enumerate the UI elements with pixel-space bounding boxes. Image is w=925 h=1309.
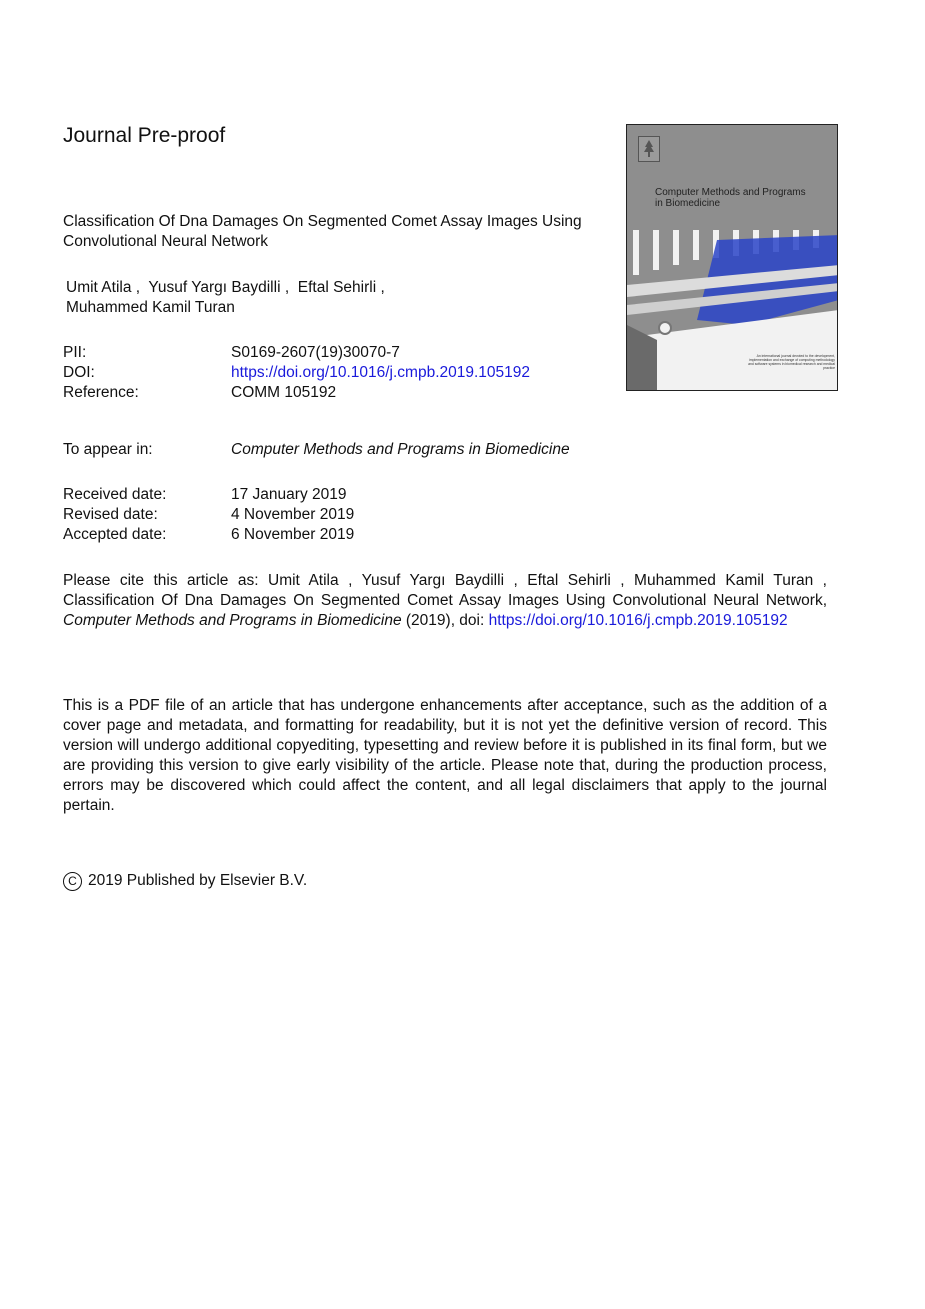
accepted-label: Accepted date: [63, 526, 167, 543]
appear-in-block [63, 440, 570, 460]
copyright-text: 2019 Published by Elsevier B.V. [88, 872, 308, 889]
journal-name: Computer Methods and Programs in Biomedicine [231, 441, 570, 458]
journal-cover-image [626, 124, 838, 391]
citation-journal: Computer Methods and Programs in Biomedicine [63, 612, 402, 629]
article-title: Classification Of Dna Damages On Segmented Comet Assay Images Using Convolutional Neural Network [63, 213, 582, 250]
pii-value: S0169-2607(19)30070-7 [231, 344, 400, 361]
cover-journal-title: Computer Methods and Programs in Biomedicine [655, 187, 806, 209]
reference-label: Reference: [63, 384, 139, 401]
citation-prefix: Please cite this article as: Umit Atila , Yusuf Yargı Baydilli , Eftal Sehirli , Muhammed Kamil Turan , Classification Of Dna Damages On Segmented Comet Assay Images Using Convolutional Neural Network, [63, 572, 827, 609]
reference-value: COMM 105192 [231, 384, 337, 401]
copyright-icon: C [63, 872, 82, 891]
revised-value: 4 November 2019 [231, 506, 355, 523]
dates-block [63, 485, 354, 545]
appear-in-label: To appear in: [63, 441, 153, 458]
pre-proof-notice: This is a PDF file of an article that has undergone enhancements after acceptance, such as the addition of a cover page and metadata, and formatting for readability, but it is not yet the definitive version of record. This version will undergo additional copyediting, typesetting and review before it is published in its final form, but we are providing this version to give early visibility of the article. Please note that, during the production process, errors may be discovered which could affect the content, and all legal disclaimers that apply to the journal pertain. [63, 697, 827, 814]
cover-artwork [627, 125, 838, 391]
authors-line-2: Muhammed Kamil Turan [66, 299, 235, 316]
authors-line-1: Umit Atila , Yusuf Yargı Baydilli , Eftal Sehirli , [66, 279, 385, 296]
received-value: 17 January 2019 [231, 486, 347, 503]
cover-blurb: An international journal devoted to the development, implementation and exchange of computing methodology and software systems in biomedical research and medical practice [748, 354, 835, 370]
citation-paragraph [63, 571, 827, 631]
citation-doi-link[interactable]: https://doi.org/10.1016/j.cmpb.2019.105192 [488, 612, 788, 629]
received-label: Received date: [63, 486, 167, 503]
journal-pre-proof-heading: Journal Pre-proof [63, 124, 226, 147]
pii-label: PII: [63, 344, 87, 361]
copyright-line [63, 871, 307, 891]
author-list [63, 278, 493, 318]
citation-suffix: (2019), doi: [401, 612, 489, 629]
identifiers-block [63, 343, 530, 403]
revised-label: Revised date: [63, 506, 158, 523]
accepted-value: 6 November 2019 [231, 526, 355, 543]
doi-label: DOI: [63, 364, 95, 381]
doi-link[interactable]: https://doi.org/10.1016/j.cmpb.2019.105192 [231, 364, 531, 381]
